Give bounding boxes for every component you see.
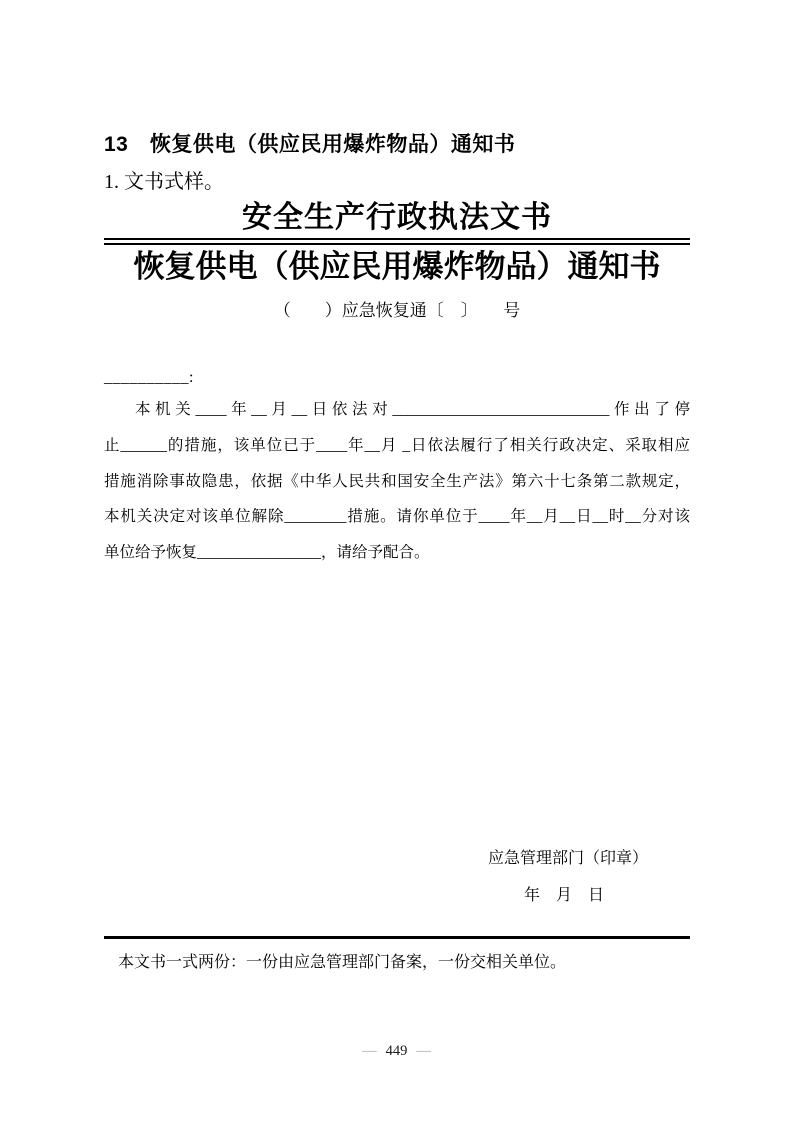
page-number: 449 bbox=[385, 1043, 408, 1059]
page-footer bbox=[0, 1042, 793, 1060]
body-line-5: 单位给予恢复________________，请给予配合。 bbox=[104, 544, 430, 562]
body-paragraph bbox=[104, 392, 690, 571]
signature-organization: 应急管理部门（印章） bbox=[487, 850, 648, 867]
footer-left-dash: — bbox=[362, 1043, 377, 1059]
footnote-text: 本文书一式两份：一份由应急管理部门备案，一份交相关单位。 bbox=[118, 954, 567, 971]
document-title: 恢复供电（供应民用爆炸物品）通知书 bbox=[133, 249, 661, 284]
signature-date-line: 年 月 日 bbox=[523, 887, 604, 904]
letterhead-double-rule bbox=[104, 238, 690, 245]
section-heading: 13 恢复供电（供应民用爆炸物品）通知书 bbox=[104, 133, 516, 156]
addressee-blank-line: __________: bbox=[104, 369, 194, 386]
body-line-4: 本机关决定对该单位解除________措施。请你单位于____年__月__日__时__分对该 bbox=[104, 508, 690, 526]
body-line-3: 措施消除事故隐患，依据《中华人民共和国安全生产法》第六十七条第二款规定， bbox=[104, 472, 690, 490]
body-line-1: 本机关____年__月__日依法对____________________________作出了停 bbox=[135, 401, 690, 418]
letterhead-title: 安全生产行政执法文书 bbox=[242, 201, 552, 234]
footnote-rule bbox=[104, 936, 690, 939]
body-line-2: 止______的措施，该单位已于____年__月 _日依法履行了相关行政决定、采取相应 bbox=[104, 436, 690, 454]
subsection-label: 1. 文书式样。 bbox=[104, 171, 224, 193]
footer-right-dash: — bbox=[416, 1043, 431, 1059]
document-number-line: （ ）应急恢复通〔 〕 号 bbox=[273, 301, 521, 320]
